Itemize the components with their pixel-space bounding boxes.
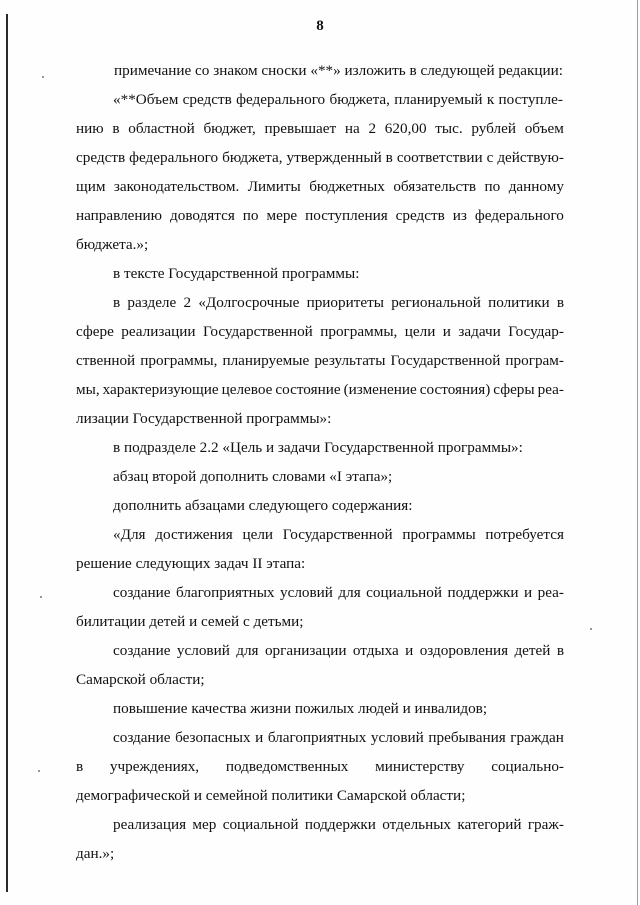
text-line-10: сфере реализации Государственной программы, цели и задачи Государ- <box>76 323 564 340</box>
scan-speck <box>42 76 44 78</box>
text-line-9: в разделе 2 «Долгосрочные приоритеты региональной политики в <box>113 294 564 311</box>
text-line-17: «Для достижения цели Государственной программы потребуется <box>113 526 564 543</box>
text-line-25: в учреждениях, подведомственных министерству социально- <box>76 758 564 775</box>
scan-speck <box>40 596 42 598</box>
text-line-6: направлению доводятся по мере поступления средств из федерального <box>76 207 564 224</box>
text-line-2: «**Объем средств федерального бюджета, планируемый к поступле- <box>113 91 563 108</box>
text-line-16: дополнить абзацами следующего содержания: <box>113 497 413 514</box>
text-line-14: в подразделе 2.2 «Цель и задачи Государственной программы»: <box>113 439 523 456</box>
text-line-18: решение следующих задач II этапа: <box>76 555 306 572</box>
text-line-26: демографической и семейной политики Самарской области; <box>76 787 466 804</box>
scan-edge-left <box>6 14 8 892</box>
scan-speck <box>38 770 40 772</box>
text-line-3: нию в областной бюджет, превышает на 2 620,00 тыс. рублей объем <box>76 120 564 137</box>
text-line-11: ственной программы, планируемые результаты Государственной програм- <box>76 352 564 369</box>
text-line-22: Самарской области; <box>76 671 205 688</box>
text-line-24: создание безопасных и благоприятных условий пребывания граждан <box>113 729 564 746</box>
scan-edge-right <box>637 0 638 905</box>
text-line-20: билитации детей и семей с детьми; <box>76 613 304 630</box>
text-line-15: абзац второй дополнить словами «I этапа»; <box>113 468 393 485</box>
text-line-27: реализация мер социальной поддержки отдельных категорий граж- <box>113 816 564 833</box>
text-line-28: дан.»; <box>76 845 115 862</box>
text-line-13: лизации Государственной программы»: <box>76 410 332 427</box>
text-line-7: бюджета.»; <box>76 236 149 253</box>
text-line-19: создание благоприятных условий для социальной поддержки и реа- <box>113 584 564 601</box>
text-line-4: средств федерального бюджета, утвержденный в соответствии с действую- <box>76 149 564 166</box>
text-line-5: щим законодательством. Лимиты бюджетных обязательств по данному <box>76 178 564 195</box>
text-line-23: повышение качества жизни пожилых людей и инвалидов; <box>113 700 488 717</box>
text-line-12: мы, характеризующие целевое состояние (изменение состояния) сферы реа- <box>76 381 564 398</box>
text-line-21: создание условий для организации отдыха и оздоровления детей в <box>113 642 564 659</box>
scan-speck <box>590 628 592 630</box>
text-line-8: в тексте Государственной программы: <box>113 265 360 282</box>
page-number: 8 <box>316 18 324 34</box>
text-line-1: примечание со знаком сноски «**» изложить в следующей редакции: <box>114 62 563 79</box>
